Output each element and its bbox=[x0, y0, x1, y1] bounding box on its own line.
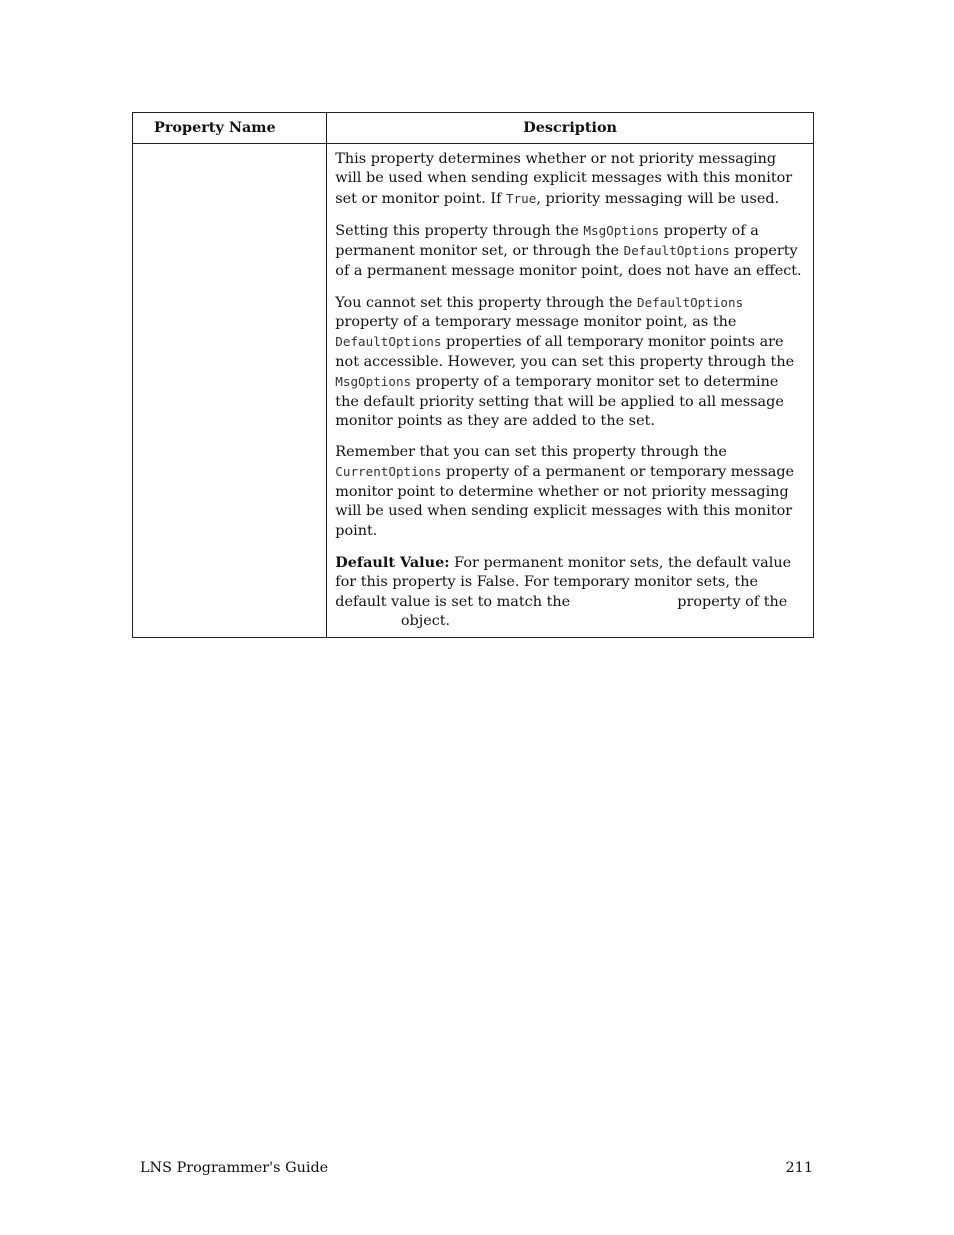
text-run: object. bbox=[396, 612, 451, 629]
default-value-label: Default Value: bbox=[335, 553, 450, 571]
description-paragraph-2 bbox=[335, 221, 805, 281]
text-run: Remember that you can set this property through the bbox=[335, 444, 727, 461]
description-paragraph-default-value bbox=[335, 553, 805, 632]
description-cell bbox=[327, 144, 814, 638]
text-run: property of a permanent message monitor point, does not have an effect. bbox=[335, 243, 802, 279]
text-run: property of a permanent or temporary message monitor point to determine whether or not priority messaging will be used when sending explicit messages with this monitor point. bbox=[335, 464, 795, 539]
table-row bbox=[133, 144, 814, 638]
header-property-name: Property Name bbox=[133, 113, 327, 144]
text-run: property of a temporary message monitor point, as the bbox=[335, 314, 737, 331]
code-defaultoptions: DefaultOptions bbox=[623, 243, 730, 259]
property-name-cell bbox=[133, 144, 327, 638]
description-paragraph-3 bbox=[335, 293, 805, 432]
property-table bbox=[132, 112, 814, 638]
text-run: property of the bbox=[672, 593, 788, 610]
code-msgoptions: MsgOptions bbox=[583, 222, 660, 238]
text-run: property of a permanent monitor set, or through the bbox=[335, 222, 759, 260]
code-currentoptions: CurrentOptions bbox=[335, 464, 442, 480]
header-description: Description bbox=[327, 113, 814, 144]
code-defaultoptions: DefaultOptions bbox=[637, 294, 744, 310]
text-run: You cannot set this property through the bbox=[335, 294, 638, 311]
text-run: properties of all temporary monitor points are not accessible. However, you can set this property through the bbox=[335, 334, 795, 370]
description-paragraph-4 bbox=[335, 443, 805, 541]
text-run: property of a temporary monitor set to determine the default priority setting that will be applied to all message monitor points as they are added to the set. bbox=[335, 374, 784, 430]
footer-page-number: 211 bbox=[785, 1160, 813, 1176]
code-msgoptions: MsgOptions bbox=[335, 374, 412, 390]
text-run: For permanent monitor sets, the default value for this property is False. For temporary monitor sets, the default value is set to match the bbox=[335, 554, 792, 610]
footer-title: LNS Programmer's Guide bbox=[140, 1160, 329, 1176]
description-paragraph-1 bbox=[335, 150, 805, 209]
text-run: , priority messaging will be used. bbox=[536, 190, 780, 207]
code-defaultoptions: DefaultOptions bbox=[335, 334, 442, 350]
text-run: Setting this property through the bbox=[335, 222, 584, 239]
code-true: True bbox=[506, 190, 537, 206]
text-run: This property determines whether or not priority messaging will be used when sending explicit messages with this monitor set or monitor point. If bbox=[335, 151, 793, 207]
table-header-row bbox=[133, 113, 814, 144]
